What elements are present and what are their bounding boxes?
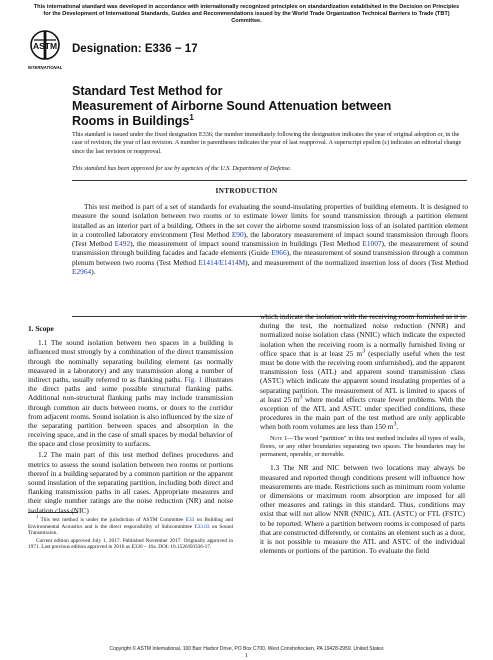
section-1-2-continued	[260, 312, 465, 431]
ref-e1007[interactable]: E1007	[362, 239, 382, 249]
title-footnote-mark: 1	[189, 112, 194, 122]
logo-subtext: INTERNATIONAL	[28, 65, 62, 70]
superscript: 3	[393, 421, 397, 428]
international-standard-notice: This international standard was developed in accordance with internationally recognized principles on standardization established in the Decision on Principles for the Development of International Standards, Guides and Recommendations issued by the World Trade Organization Technical Barriers to Trade (TBT) Committee.	[33, 4, 460, 24]
left-column	[28, 324, 233, 515]
footnote-text: on Building and Environmental Acoustics and is the direct responsibility of Subcommittee	[28, 517, 233, 530]
note-text: —The word "partition" in this test method includes all types of walls, floors, or any other boundaries separating two spaces. The boundaries may be permanent, operable, or movable.	[260, 435, 465, 459]
section-text: 1.1 The sound isolation between two spaces in a building is influenced most strongly by a combination of the direct transmission through the nominally separating building element (as normally measured in a laboratory) and any transmission along a number of indirect paths, usually referred to as flanking paths.	[28, 338, 233, 384]
astm-logo	[28, 30, 62, 72]
title-line-3-text: Rooms in Buildings	[72, 114, 190, 128]
introduction-paragraph	[72, 202, 468, 276]
page-number: 1	[245, 653, 248, 659]
title-line-3	[72, 114, 462, 129]
astm-logo-icon	[28, 30, 62, 72]
footnotes	[28, 514, 233, 552]
superscript: 3	[362, 348, 366, 355]
intro-text: ), the measurement of sound transmission through a common plenum between two rooms (Test Method	[72, 248, 468, 267]
ref-e1414[interactable]: E1414/E1414M	[198, 257, 246, 267]
footnote-mark: 1	[36, 514, 39, 520]
section-1-1	[28, 338, 233, 448]
introduction-heading: INTRODUCTION	[215, 186, 278, 195]
footnote-1	[28, 514, 233, 537]
copyright-notice: Copyright © ASTM International, 100 Barr Harbor Drive, PO Box C700, West Conshohocken, PA 19428-2959. United States	[109, 646, 384, 652]
dod-approval-note: This standard has been approved for use by agencies of the U.S. Department of Defense.	[72, 165, 292, 172]
title-line-2: Measurement of Airborne Sound Attenuation between	[72, 99, 392, 113]
logo-text: ASTM	[32, 41, 58, 51]
footnote-text: Current edition approved July 1, 2017. Published November 2017. Originally approved in 1971. Last previous edition approved in 2016 as E336 – 16a. DOI:	[28, 537, 233, 551]
note-label: Note 1	[270, 435, 288, 443]
note-1	[260, 435, 465, 459]
ref-e90[interactable]: E90	[231, 229, 244, 239]
superscript: 3	[299, 394, 303, 401]
intro-text: ).	[91, 267, 96, 277]
ref-e2964[interactable]: E2964	[72, 267, 92, 277]
intro-text: ), the laboratory measurement of impact sound transmission through floors (Test Method	[72, 229, 469, 249]
ref-e33-03[interactable]: E33.03	[194, 523, 210, 530]
section-text: .	[396, 422, 399, 432]
divider-rule	[72, 180, 467, 181]
issued-under-note: This standard is issued under the fixed designation E336; the number immediately following the designation indicates the year of original adoption or, in the case of revision, the year of last revision. A number in parentheses indicates the year of last reapproval. A superscript epsilon (ε) indicates an editorial change since the last revision or reapproval.	[72, 131, 462, 155]
footnote-2	[28, 538, 233, 551]
right-column	[260, 312, 465, 555]
section-1-2: 1.2 The main part of this test method defines procedures and metrics to assess the sound isolation between two rooms or portions thereof in a building separated by a common partition or the apparent sound insulation of the separating partition, including both direct and flanking transmission paths in all cases. Appropriate measures and their single number ratings are the noise reduction (NR) and noise isolation class (NIC)	[28, 450, 233, 515]
ref-e966[interactable]: E966	[271, 248, 287, 258]
footnote-text: on Sound Transmission.	[28, 523, 233, 537]
document-title	[72, 84, 462, 129]
ref-fig-1[interactable]: Fig. 1	[184, 374, 203, 384]
section-text: illustrates the direct paths and some possible structural flanking paths. Additional non-structural flanking paths may include transmission through common air ducts between rooms, or doors to the corridor from adjacent rooms. Sound isolation is also influenced by the size of the separating partition between spaces and absorption in the receiving space, and in the case of small spaces by modal behavior of the space and close proximity to surfaces.	[28, 374, 234, 449]
ref-e33[interactable]: E33	[185, 517, 195, 523]
title-line-1: Standard Test Method for	[72, 84, 223, 98]
doi-text: 10.1520/E0336-17.	[170, 544, 212, 551]
intro-text: ), and measurement of the normalized insertion loss of doors (Test Method	[245, 257, 469, 267]
intro-text: ), the measurement of sound transmission through building facades and facade elements (Guide	[72, 239, 468, 258]
designation: Designation: E336 − 17	[72, 43, 198, 55]
intro-text: ), the measurement of impact sound transmission in buildings (Test Method	[130, 239, 363, 249]
ref-e492[interactable]: E492	[114, 239, 131, 249]
section-text: where modal effects create fewer problems. With the exception of the ATL and ASTC under specified conditions, these procedures in the main part of the test method are only applicable when both room volumes are less than 150 m	[260, 394, 465, 432]
scope-heading: 1. Scope	[28, 324, 54, 333]
section-text: which indicate the isolation with the receiving room furnished as it is during the test, the normalized noise reduction (NNR) and normalized noise isolation class (NNIC) which indicate the expected isolation when the receiving room is a normally furnished living or office space that is at least 25 m	[260, 312, 465, 358]
footnote-rule	[28, 512, 78, 513]
intro-text: This test method is part of a set of standards for evaluating the sound-insulating properties of building elements. It is designed to measure the sound isolation between two rooms or to estimate lower limits for sound transmission through a partition element installed as an interior part of a building. Others in the set cover the airborne sound transmission loss of an isolated partition element in a controlled laboratory environment (Test Method	[72, 202, 468, 239]
footnote-text: This test method is under the jurisdiction of ASTM Committee	[38, 517, 186, 523]
section-text: (especially useful when the test must be done with the receiving room unfurnished), and the apparent transmission loss (ATL) and apparent sound transmission class (ASTC) which indicate the apparent sound insulating properties of a separating partition. The measurement of ATL is limited to spaces of at least 25 m	[260, 348, 466, 404]
section-1-3: 1.3 The NR and NIC between two locations may always be measured and reported though conditions present will influence how measurements are made. Restrictions such as minimum room volume or dimensions or maximum room absorption are imposed for all other measures and ratings in this standard. Thus, conditions may exist that will not allow NNR (NNIC), ATL (ASTC) or FTL (FSTC) to be reported. Where a partition between rooms is composed of parts that are constructed differently, or contains an element such as a door, it is not possible to measure the ATL and ASTC of the individual elements or portions of the partition. To evaluate the field	[260, 463, 465, 556]
